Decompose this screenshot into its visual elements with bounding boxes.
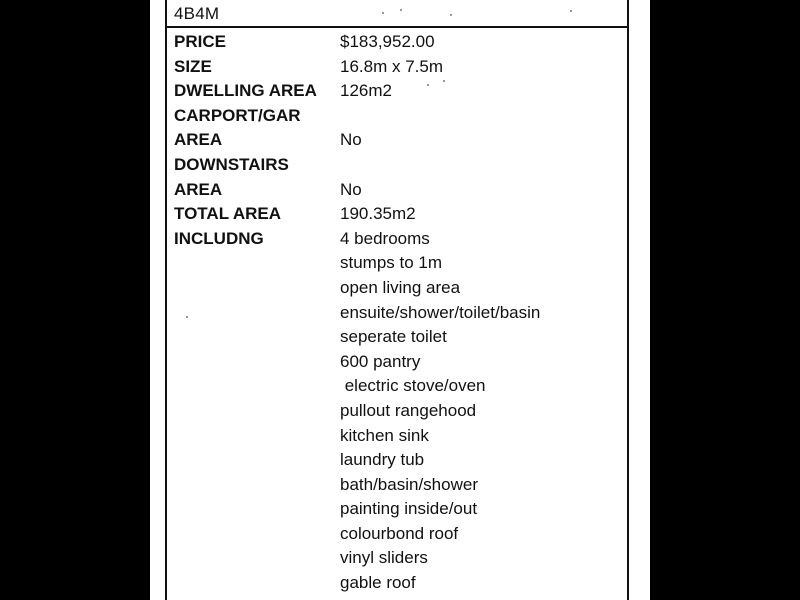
spec-value: seperate toilet — [340, 327, 447, 347]
spec-value: kitchen sink — [340, 425, 429, 445]
spec-label: TOTAL AREA — [174, 204, 282, 224]
spec-value: bath/basin/shower — [340, 474, 478, 494]
scan-speck — [443, 80, 445, 82]
scan-speck — [186, 316, 188, 318]
spec-value: 16.8m x 7.5m — [340, 56, 443, 76]
spec-value: 126m2 — [340, 81, 392, 101]
spec-value: pullout rangehood — [340, 400, 477, 420]
spec-value: 190.35m2 — [340, 204, 416, 224]
spec-label: DWELLING AREA — [174, 81, 317, 101]
spec-value: $183,952.00 — [340, 32, 435, 51]
spec-value: laundry tub — [340, 450, 425, 470]
model-title: 4B4M — [174, 4, 220, 23]
spec-label: CARPORT/GAR — [174, 105, 301, 125]
spec-value: vinyl sliders — [340, 548, 428, 568]
spec-value: 4 bedrooms — [340, 228, 430, 248]
scan-speck — [400, 9, 402, 11]
title-row — [167, 0, 627, 28]
scan-speck — [427, 84, 429, 86]
scanned-page — [150, 0, 650, 600]
spec-label: PRICE — [174, 32, 226, 51]
spec-value: painting inside/out — [340, 499, 478, 519]
spec-label: AREA — [174, 130, 223, 150]
spec-value: gable roof — [340, 573, 416, 593]
spec-label: DOWNSTAIRS — [174, 154, 289, 174]
scan-speck — [450, 14, 452, 16]
scan-speck — [570, 10, 572, 12]
scan-speck — [382, 12, 384, 14]
spec-value: stumps to 1m — [340, 253, 443, 273]
spec-value: 600 pantry — [340, 351, 421, 371]
spec-value: ensuite/shower/toilet/basin — [340, 302, 541, 322]
spec-value: No — [340, 179, 362, 199]
spec-value: open living area — [340, 277, 461, 297]
spec-value: colourbond roof — [340, 523, 459, 543]
spec-value: electric stove/oven — [340, 376, 486, 396]
spec-label: SIZE — [174, 56, 212, 76]
spec-label: AREA — [174, 179, 223, 199]
spec-label: INCLUDNG — [174, 228, 264, 248]
spec-value: No — [340, 130, 362, 150]
spec-table — [165, 0, 629, 600]
